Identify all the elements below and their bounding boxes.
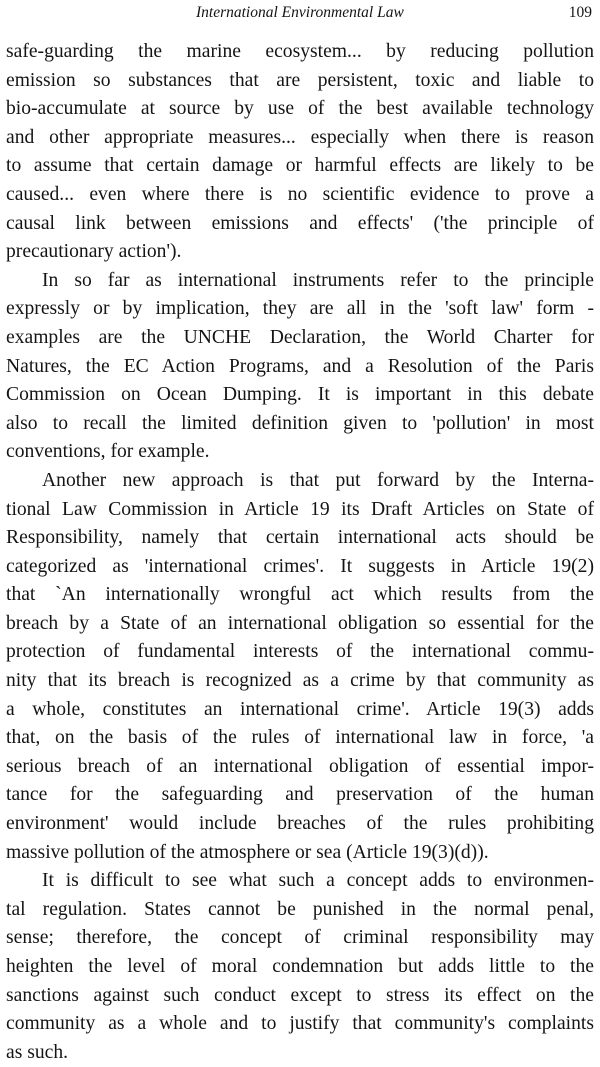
text-line: nity that its breach is recognized as a crime by that community as — [6, 670, 594, 692]
text-line: tional Law Commission in Article 19 its Draft Articles on State of — [6, 498, 594, 520]
text-line: environment' would include breaches of the rules prohibiting — [6, 813, 594, 835]
text-line: tal regulation. States cannot be punished in the normal penal, — [6, 898, 594, 920]
text-line: sense; therefore, the concept of criminal responsibility may — [6, 927, 594, 949]
text-line: In so far as international instruments refer to the principle — [42, 269, 594, 291]
paragraph — [6, 867, 594, 1067]
page-number: 109 — [568, 4, 592, 21]
text-line: Another new approach is that put forward by the Interna- — [42, 469, 594, 491]
text-line: as such. — [6, 1041, 69, 1063]
text-line: protection of fundamental interests of the international commu- — [6, 641, 594, 663]
paragraph — [6, 38, 594, 267]
text-line: conventions, for example. — [6, 441, 210, 463]
text-line: community as a whole and to justify that community's complaints — [6, 1013, 594, 1035]
text-line: serious breach of an international obligation of essential impor- — [6, 755, 594, 777]
text-line: Responsibility, namely that certain international acts should be — [6, 527, 594, 549]
text-line: and other appropriate measures... especially when there is reason — [6, 126, 594, 148]
text-line: that, on the basis of the rules of international law in force, 'a — [6, 727, 594, 749]
text-line: heighten the level of moral condemnation but adds little to the — [6, 956, 594, 977]
text-line: emission so substances that are persistent, toxic and liable to — [6, 69, 594, 91]
running-title: International Environmental Law — [196, 4, 404, 21]
text-line: examples are the UNCHE Declaration, the World Charter for — [6, 326, 594, 348]
text-line: also to recall the limited definition given to 'pollution' in most — [6, 412, 594, 434]
paragraph — [6, 267, 594, 467]
text-line: expressly or by implication, they are all in the 'soft law' form - — [6, 298, 594, 320]
text-line: precautionary action'). — [6, 241, 182, 263]
body-text — [6, 38, 594, 1067]
text-line: Natures, the EC Action Programs, and a Resolution of the Paris — [6, 355, 594, 377]
text-line: bio-accumulate at source by use of the best available technology — [6, 98, 594, 120]
running-head — [6, 4, 592, 24]
text-line: a whole, constitutes an international crime'. Article 19(3) adds — [6, 698, 594, 720]
text-line: that `An internationally wrongful act which results from the — [6, 584, 594, 606]
text-line: safe-guarding the marine ecosystem... by reducing pollution — [6, 41, 594, 62]
paragraph — [6, 467, 594, 867]
text-line: tance for the safeguarding and preservation of the human — [6, 784, 594, 806]
text-line: causal link between emissions and effects' ('the principle of — [6, 212, 594, 234]
text-line: caused... even where there is no scientific evidence to prove a — [6, 183, 594, 205]
text-line: It is difficult to see what such a concept adds to environmen- — [42, 870, 594, 892]
text-line: Commission on Ocean Dumping. It is important in this debate — [6, 384, 594, 406]
text-line: breach by a State of an international obligation so essential for the — [6, 612, 594, 634]
text-line: categorized as 'international crimes'. It suggests in Article 19(2) — [6, 555, 594, 577]
text-line: to assume that certain damage or harmful effects are likely to be — [6, 155, 594, 177]
text-line: sanctions against such conduct except to stress its effect on the — [6, 984, 594, 1006]
text-line: massive pollution of the atmosphere or sea (Article 19(3)(d)). — [6, 841, 489, 863]
